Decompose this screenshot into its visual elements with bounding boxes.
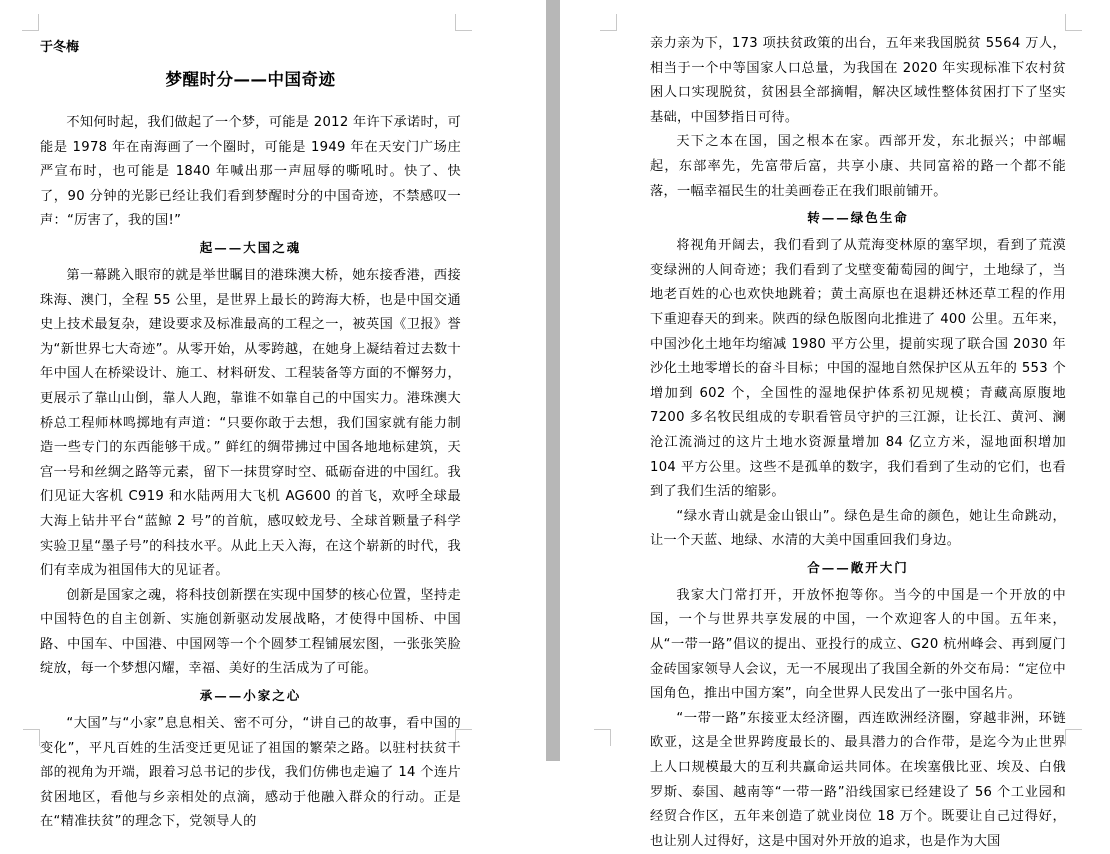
paragraph: 将视角开阔去，我们看到了从荒海变林原的塞罕坝，看到了荒漠变绿洲的人间奇迹；我们看到了戈壁变葡萄园的闽宁，土地绿了，当地老百姓的心也欢快地跳着；黄土高原也在退耕还林还草工程的作用下重迎春天的到来。陕西的绿色版图向北推进了 400 公里。五年来，中国沙化土地年均缩减 1980 平方公里，提前实现了联合国 2030 年沙化土地零增长的奋斗目标；中国的湿地自然保护区从五年的 553 个增加到 602 个，全国性的湿地保护体系初见规模；青藏高原腹地 7200 多名牧民组成的专职看管员守护的三江源，让长江、黄河、澜沧江流淌过的这片土地水资源量增加 84 亿立方米，湿地面积增加 104 平方公里。这些不是孤单的数字，我们看到了生动的它们，也看到了我们生活的缩影。 — [650, 238, 1066, 500]
corner-mark — [22, 14, 39, 31]
left-page-body — [40, 111, 461, 835]
corner-mark — [1065, 14, 1082, 31]
paragraph: 第一幕跳入眼帘的就是举世瞩目的港珠澳大桥，她东接香港，西接珠海、澳门，全程 55 公里，是世界上最长的跨海大桥，也是中国交通史上技术最复杂，建设要求及标准最高的工程之一，被英国《卫报》誉为“新世界七大奇迹”。从零开始，从零跨越，在她身上凝结着过去数十年中国人在桥梁设计、施工、材料研发、工程装备等方面的不懈努力，更展示了靠山山倒，靠人人跑，靠谁不如靠自己的中国实力。港珠澳大桥总工程师林鸣掷地有声道：“只要你敢于去想，我们国家就有能力制造一些专门的东西能够干成。” 鲜红的绸带拂过中国各地地标建筑，天宫一号和丝绸之路等元素，留下一抹贯穿时空、砥砺奋进的中国红。我们见证大客机 C919 和水陆两用大飞机 AG600 的首飞，欢呼全球最大海上钻井平台“蓝鲸 2 号”的首航，感叹蛟龙号、全球首颗量子科学实验卫星“墨子号”的科技水平。从此上天入海，在这个崭新的时代，我们有幸成为祖国伟大的见证者。 — [40, 267, 461, 579]
corner-mark — [455, 14, 472, 31]
corner-mark — [594, 729, 611, 746]
paragraph: 不知何时起，我们做起了一个梦，可能是 2012 年许下承诺时，可能是 1978 年在南海画了一个圈时，可能是 1949 年在天安门广场庄严宣布时，也可能是 1840 年喊出那一声屈辱的嘶吼时。快了、快了，90 分钟的光影已经让我们看到梦醒时分的中国奇迹，不禁感叹一声：“厉害了，我的国!” — [40, 115, 461, 229]
page-gutter — [546, 0, 560, 761]
paragraph: “绿水青山就是金山银山”。绿色是生命的颜色，她让生命跳动，让一个天蓝、地绿、水清的大美中国重回我们身边。 — [650, 508, 1066, 549]
author-name: 于冬梅 — [40, 40, 80, 55]
paragraph: 亲力亲为下，173 项扶贫政策的出台，五年来我国脱贫 5564 万人，相当于一个中等国家人口总量，为我国在 2020 年实现标准下农村贫困人口实现脱贫，贫困县全部摘帽，解决区域性整体贫困打下了坚实基础，中国梦指日可待。 — [650, 36, 1066, 125]
paragraph: “一带一路”东接亚太经济圈，西连欧洲经济圈，穿越非洲，环链欧亚，这是全世界跨度最长的、最具潜力的合作带，是迄今为止世界上人口规模最大的互利共赢命运共同体。在埃塞俄比亚、埃及、白俄罗斯、泰国、越南等“一带一路”沿线国家已经建设了 56 个工业园和经贸合作区，五年来创造了就业岗位 18 万个。既要让自己过得好，也让别人过得好，这是中国对外开放的追求，也是作为大国 — [650, 710, 1066, 849]
document-title: 梦醒时分——中国奇迹 — [165, 70, 336, 89]
page-right — [560, 0, 1110, 849]
paragraph: 创新是国家之魂，将科技创新摆在实现中国梦的核心位置，坚持走中国特色的自主创新、实施创新驱动发展战略，才使得中国桥、中国路、中国车、中国港、中国网等一个个圆梦工程铺展宏图，一张张笑脸绽放，每一个梦想闪耀，幸福、美好的生活成为了可能。 — [40, 587, 461, 677]
paragraph: 我家大门常打开，开放怀抱等你。当今的中国是一个开放的中国，一个与世界共享发展的中国，一个欢迎客人的中国。五年来，从“一带一路”倡议的提出、亚投行的成立、G20 杭州峰会、再到厦门金砖国家领导人会议，无一不展现出了我国全新的外交布局：“定位中国角色，推出中国方案”，向全世界人民发出了一张中国名片。 — [650, 587, 1066, 702]
paragraph: 天下之本在国，国之根本在家。西部开发，东北振兴；中部崛起，东部率先，先富带后富，共享小康、共同富裕的路一个都不能落，一幅幸福民生的壮美画卷正在我们眼前铺开。 — [650, 134, 1066, 199]
page-left — [0, 0, 546, 830]
section-heading: 转——绿色生命 — [807, 210, 909, 226]
corner-mark — [1065, 729, 1082, 746]
corner-mark — [23, 729, 40, 746]
section-heading: 承——小家之心 — [199, 688, 302, 704]
paragraph: “大国”与“小家”息息相关、密不可分，“讲自己的故事，看中国的变化”，平凡百姓的生活变迁更见证了祖国的繁荣之路。以驻村扶贫干部的视角为开端，跟着习总书记的步伐，我们仿佛也走遍了 14 个连片贫困地区，看他与乡亲相处的点滴，感动于他融入群众的行动。正是在“精准扶贫”的理念下，党领导人的 — [40, 716, 461, 830]
section-heading: 合——敞开大门 — [807, 559, 909, 575]
right-page-body — [650, 32, 1066, 854]
section-heading: 起——大国之魂 — [199, 239, 302, 255]
corner-mark — [600, 14, 617, 31]
